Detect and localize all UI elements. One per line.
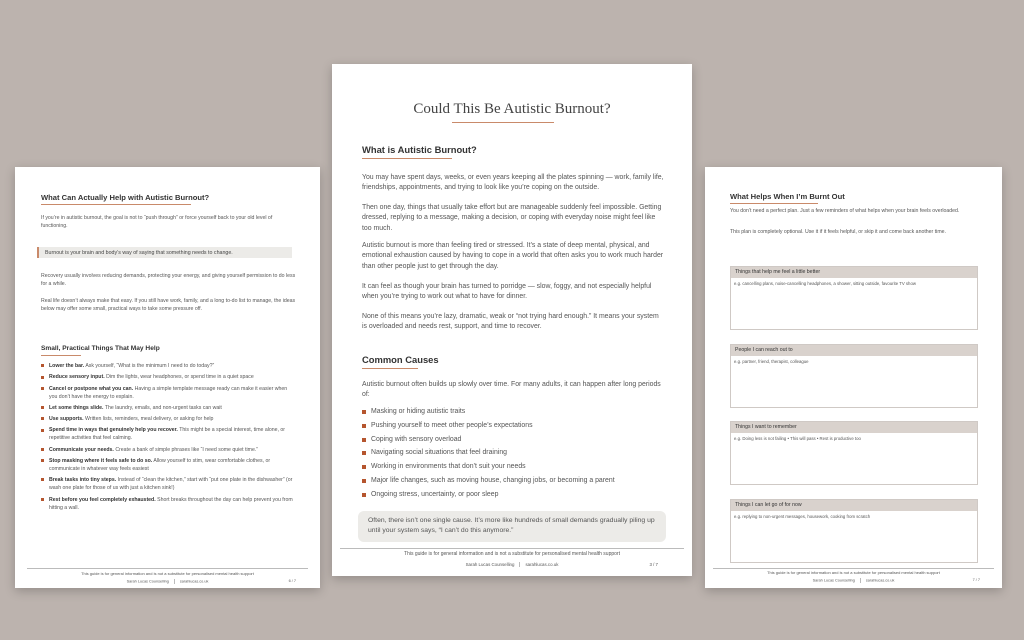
footer-name: Sarah Lucas Counselling xyxy=(812,578,855,583)
item-bold: Let some things slide. xyxy=(49,404,104,411)
list-item xyxy=(41,457,295,473)
title-underline xyxy=(452,122,554,123)
box-heading: People I can reach out to xyxy=(731,345,977,356)
left-page-title: What Can Actually Help with Autistic Burnout? xyxy=(41,193,210,202)
subheading-underline xyxy=(41,355,81,356)
item-text: Short breaks throughout the day can help prevent you from hitting a wall. xyxy=(49,496,293,511)
item-bold: Lower the bar. xyxy=(49,363,85,369)
footer-site: sarahlucas.co.uk xyxy=(525,562,559,567)
item-bold: Use supports. xyxy=(49,416,84,423)
item-bold: Stop masking where it feels safe to do so. xyxy=(49,457,153,464)
list-item: Masking or hiding autistic traits xyxy=(362,407,662,417)
left-para-2: Real life doesn’t always make that easy. If you still have work, family, and a long to-do list to manage, the ideas below may offer some small, practical ways to take some pressure off. xyxy=(41,298,296,313)
footer-disclaimer: This guide is for general information and is not a substitute for personalised mental health support xyxy=(767,570,940,575)
page-left xyxy=(15,167,320,588)
item-bold: Rest before you feel completely exhausted. xyxy=(49,496,156,503)
footer-credits xyxy=(15,579,320,584)
center-callout: Often, there isn’t one single cause. It’s more like hundreds of small demands gradually piling up until your system says, “I can’t do this anymore.” xyxy=(358,511,666,542)
footer-name: Sarah Lucas Counselling xyxy=(126,579,169,584)
item-bold: Communicate your needs. xyxy=(49,446,114,453)
paragraph: Autistic burnout is more than feeling tired or stressed. It’s a state of deep mental, physical, and emotional exhaustion caused by having to cope in a world that often asks you to work much harder than other people just to get through the day. xyxy=(362,242,664,270)
heading-underline xyxy=(362,158,452,159)
footer-disclaimer: This guide is for general information and is not a substitute for personalised mental health support xyxy=(404,551,620,557)
item-bold: Reduce sensory input. xyxy=(49,374,105,381)
footer-divider xyxy=(27,568,308,569)
list-item: Navigating social situations that feel draining xyxy=(362,448,662,458)
title-underline xyxy=(41,204,191,205)
list-item: Pushing yourself to meet other people’s expectations xyxy=(362,421,662,431)
item-text: Allow yourself to stim, wear comfortable clothes, or communicate in whatever way feels easiest xyxy=(49,457,271,472)
plan-box-people[interactable] xyxy=(730,344,978,408)
list-item xyxy=(41,404,295,412)
right-intro-2: This plan is completely optional. Use it if it feels helpful, or skip it and come back another time. xyxy=(730,229,946,235)
right-intro-1: You don’t need a perfect plan. Just a few reminders of what helps when your brain feels overloaded. xyxy=(730,208,960,214)
left-callout: Burnout is your brain and body’s way of saying that something needs to change. xyxy=(37,247,292,258)
paragraph: It can feel as though your brain has turned to porridge — slow, foggy, and not especially helpful when you’re trying to work out what to have for dinner. xyxy=(362,283,652,301)
item-bold: Cancel or postpone what you can. xyxy=(49,385,134,392)
item-text: Ask yourself, “What is the minimum I need to do today?” xyxy=(85,363,215,369)
item-text: Create a bank of simple phrases like “I need some quiet time.” xyxy=(115,446,259,453)
box-example: e.g. replying to non-urgent messages, housework, cooking from scratch xyxy=(734,514,871,519)
item-bold: Break tasks into tiny steps. xyxy=(49,477,117,484)
item-text: This might be a special interest, time alone, or repetitive activities that feel calming. xyxy=(49,427,286,442)
footer-divider xyxy=(713,568,994,569)
causes-list xyxy=(362,407,662,503)
list-item xyxy=(41,426,295,442)
tips-list xyxy=(41,362,295,515)
item-text: Dim the lights, wear headphones, or spend time in a quiet space xyxy=(106,374,254,381)
plan-box-remember[interactable] xyxy=(730,421,978,485)
left-subheading: Small, Practical Things That May Help xyxy=(41,345,160,352)
section-heading-common-causes: Common Causes xyxy=(362,354,439,365)
right-page-title: What Helps When I’m Burnt Out xyxy=(730,192,845,201)
section-heading-what-is: What is Autistic Burnout? xyxy=(362,144,477,155)
item-text: Instead of “clean the kitchen,” start with “put one plate in the dishwasher” (or wash one plate for those of us with just a kitchen sink!) xyxy=(49,477,293,492)
footer-site: sarahlucas.co.uk xyxy=(865,578,895,583)
page-number: 7 / 7 xyxy=(972,578,980,582)
box-heading: Things I can let go of for now xyxy=(731,500,977,511)
list-item: Working in environments that don’t suit your needs xyxy=(362,462,662,472)
box-heading: Things I want to remember xyxy=(731,422,977,433)
heading-underline xyxy=(362,368,418,369)
footer-credits xyxy=(332,562,692,567)
page-right xyxy=(705,167,1002,588)
box-heading: Things that help me feel a little better xyxy=(731,267,977,278)
causes-intro: Autistic burnout often builds up slowly over time. For many adults, it can happen after long periods of: xyxy=(362,381,661,399)
box-example: e.g. cancelling plans, noise-cancelling headphones, a shower, sitting outside, favourite TV show xyxy=(734,281,916,286)
list-item xyxy=(41,362,295,370)
list-item xyxy=(41,415,295,423)
footer-disclaimer: This guide is for general information and is not a substitute for personalised mental health support xyxy=(81,571,254,576)
item-text: The laundry, emails, and non-urgent tasks can wait xyxy=(104,404,222,411)
left-para-1: Recovery usually involves reducing demands, protecting your energy, and giving yourself permission to do less for a while. xyxy=(41,273,296,288)
paragraph: You may have spent days, weeks, or even years keeping all the plates spinning — work, family life, friendships, appointments, and trying to look like you’re coping on the outside. xyxy=(362,174,664,192)
center-page-title: Could This Be Autistic Burnout? xyxy=(413,101,611,117)
title-underline xyxy=(730,203,818,204)
footer-credits xyxy=(705,578,1002,583)
page-number: 3 / 7 xyxy=(649,562,658,567)
plan-box-helps[interactable] xyxy=(730,266,978,330)
footer-divider xyxy=(340,548,684,549)
item-text: Having a simple template message ready can make it easier when you don’t have the energy to explain. xyxy=(49,385,288,400)
list-item xyxy=(41,373,295,381)
box-example: e.g. Doing less is not failing • This will pass • Rest is productive too xyxy=(734,436,861,441)
list-item xyxy=(41,476,295,492)
page-center xyxy=(332,64,692,576)
item-text: Written lists, reminders, meal delivery, or asking for help xyxy=(85,416,214,423)
item-bold: Spend time in ways that genuinely help you recover. xyxy=(49,427,178,434)
list-item: Ongoing stress, uncertainty, or poor sleep xyxy=(362,490,662,500)
footer-site: sarahlucas.co.uk xyxy=(179,579,209,584)
footer-name: Sarah Lucas Counselling xyxy=(465,562,515,567)
list-item xyxy=(41,446,295,454)
page-number: 6 / 7 xyxy=(288,579,296,583)
paragraph: Then one day, things that usually take effort but are manageable suddenly feel impossible. Getting dressed, replying to a message, making a decision, or coping with everyday noise might feel like too much. xyxy=(362,204,662,232)
list-item: Coping with sensory overload xyxy=(362,435,662,445)
list-item xyxy=(41,496,295,512)
list-item: Major life changes, such as moving house, changing jobs, or becoming a parent xyxy=(362,476,662,486)
box-example: e.g. partner, friend, therapist, colleague xyxy=(734,359,809,364)
plan-box-let-go[interactable] xyxy=(730,499,978,563)
paragraph: None of this means you’re lazy, dramatic, weak or “not trying hard enough.” It means your system is overloaded and needs rest, support, and time to recover. xyxy=(362,313,659,331)
left-intro: If you’re in autistic burnout, the goal is not to “push through” or force yourself back to your old level of functioning. xyxy=(41,215,273,230)
list-item xyxy=(41,385,295,401)
